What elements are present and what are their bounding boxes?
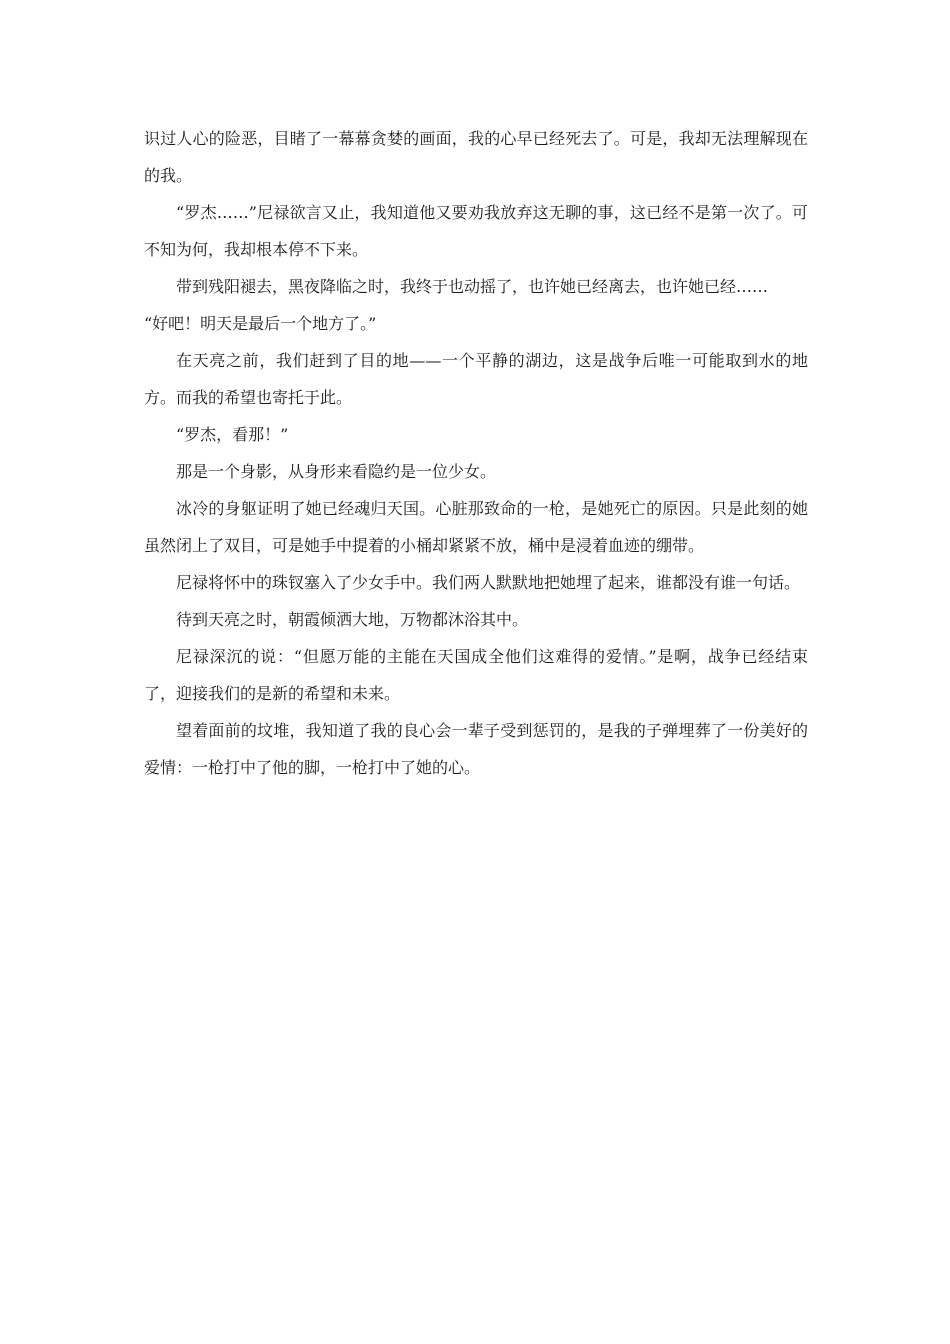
paragraph-9: 尼禄将怀中的珠钗塞入了少女手中。我们两人默默地把她埋了起来，谁都没有谁一句话。 xyxy=(176,573,801,592)
story-text xyxy=(144,120,808,786)
paragraph-2: “罗杰……”尼禄欲言又止，我知道他又要劝我放弃这无聊的事，这已经不是第一次了。可不知为何，我却根本停不下来。 xyxy=(144,203,808,259)
paragraph-6: “罗杰，看那！” xyxy=(176,425,289,444)
paragraph-8: 冰冷的身躯证明了她已经魂归天国。心脏那致命的一枪，是她死亡的原因。只是此刻的她虽然闭上了双目，可是她手中提着的小桶却紧紧不放，桶中是浸着血迹的绷带。 xyxy=(144,499,808,555)
paragraph-4: “好吧！明天是最后一个地方了。” xyxy=(144,314,377,333)
paragraph-3: 带到残阳褪去，黑夜降临之时，我终于也动摇了，也许她已经离去，也许她已经…… xyxy=(176,277,769,296)
paragraph-10: 待到天亮之时，朝霞倾洒大地，万物都沐浴其中。 xyxy=(176,610,529,629)
paragraph-5: 在天亮之前，我们赶到了目的地——一个平静的湖边，这是战争后唯一可能取到水的地方。而我的希望也寄托于此。 xyxy=(144,351,808,407)
paragraph-1: 识过人心的险恶，目睹了一幕幕贪婪的画面，我的心早已经死去了。可是，我却无法理解现在的我。 xyxy=(144,129,808,185)
paragraph-7: 那是一个身影，从身形来看隐约是一位少女。 xyxy=(176,462,497,481)
paragraph-12: 望着面前的坟堆，我知道了我的良心会一辈子受到惩罚的，是我的子弹埋葬了一份美好的爱情：一枪打中了他的脚，一枪打中了她的心。 xyxy=(144,721,808,777)
paragraph-11: 尼禄深沉的说：“但愿万能的主能在天国成全他们这难得的爱情。”是啊，战争已经结束了，迎接我们的是新的希望和未来。 xyxy=(144,647,808,703)
